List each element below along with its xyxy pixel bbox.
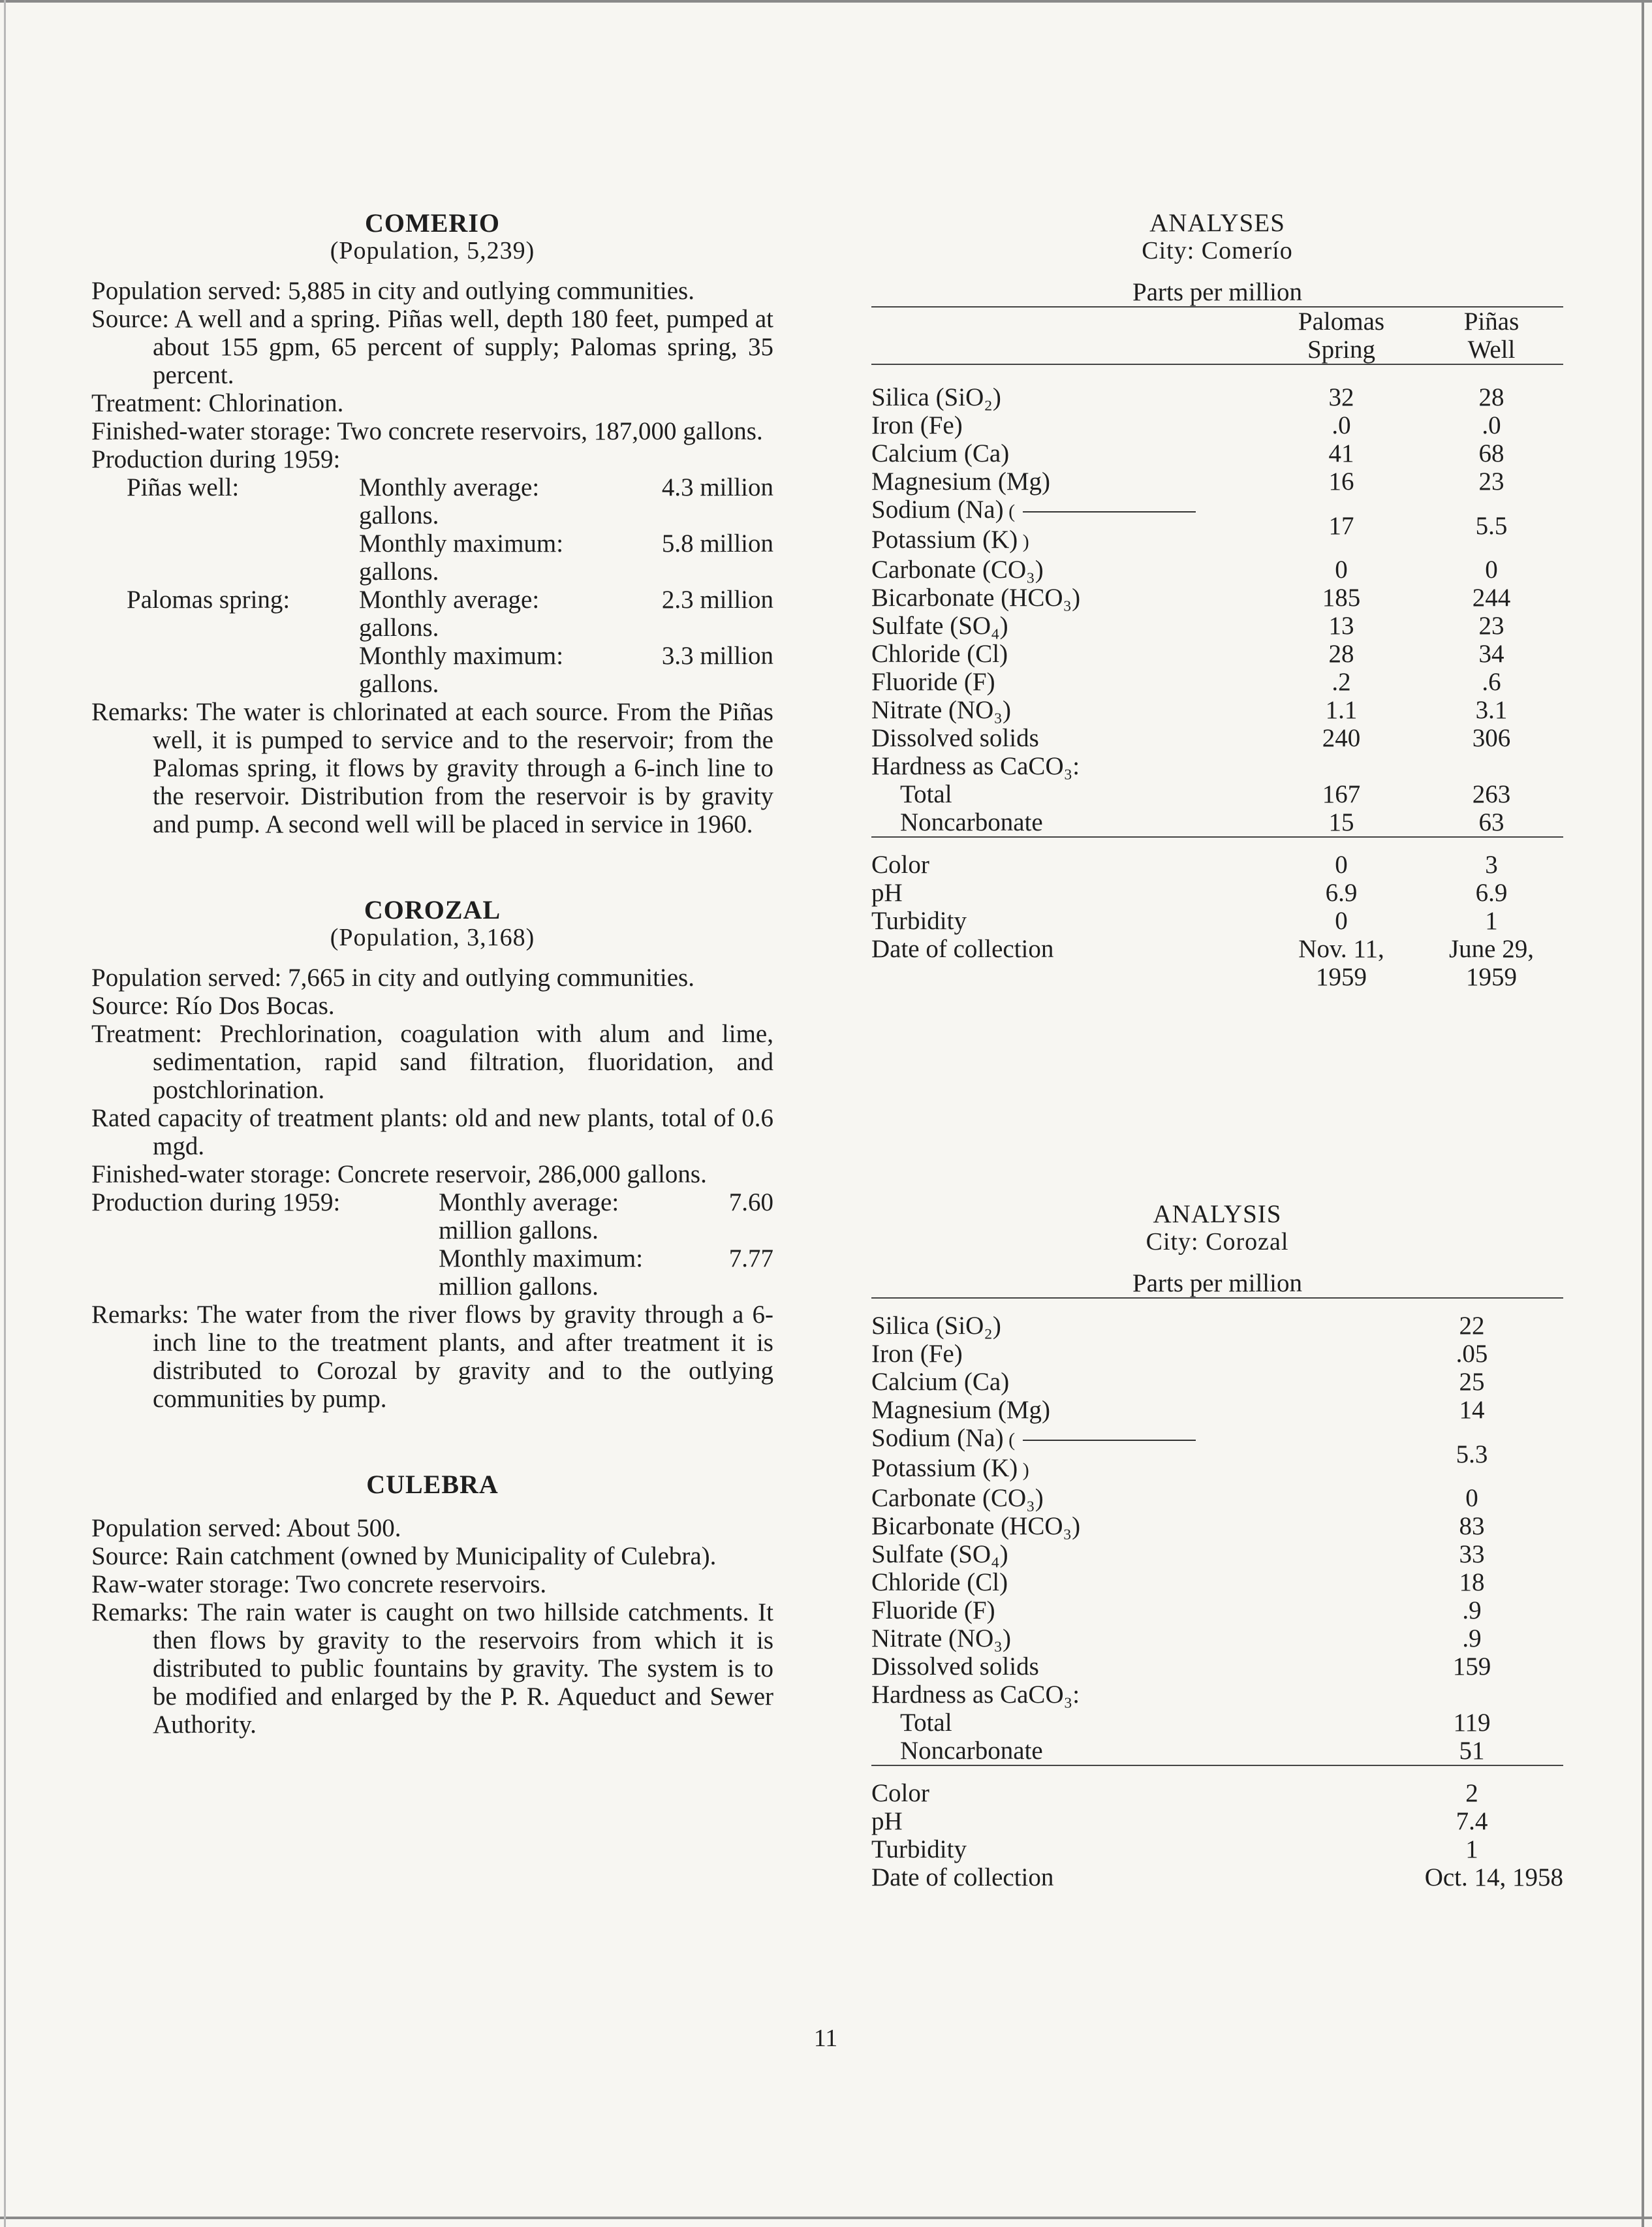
row-value: 16 bbox=[1328, 467, 1354, 496]
corozal-source: Source: Río Dos Bocas. bbox=[91, 992, 335, 1020]
analyses-ppm: Parts per million bbox=[871, 278, 1563, 308]
potassium-label: Potassium (K) bbox=[871, 526, 1018, 554]
comerio-analyses bbox=[871, 209, 1563, 991]
date-b1: June 29, bbox=[1449, 935, 1534, 963]
corozal-title: COROZAL bbox=[364, 895, 501, 924]
pinas-max-value: 5.8 million bbox=[661, 529, 773, 558]
potassium-label: Potassium (K) bbox=[871, 1454, 1018, 1482]
row-value: 3 bbox=[1485, 851, 1498, 879]
comerio-pinas-avg bbox=[91, 473, 773, 501]
corozal-production-avg bbox=[91, 1188, 773, 1216]
table-row bbox=[871, 612, 1563, 640]
table-row bbox=[871, 439, 1563, 467]
row-value: 159 bbox=[1452, 1652, 1491, 1681]
hardness-label: Hardness as CaCO₃: bbox=[871, 752, 1080, 780]
row-label: Bicarbonate (HCO₃) bbox=[871, 1512, 1081, 1540]
table-row bbox=[871, 1596, 1563, 1624]
corozal-population-served: Population served: 7,665 in city and outlying communities. bbox=[91, 964, 694, 992]
row-value: 7.4 bbox=[1456, 1807, 1488, 1835]
table-row bbox=[871, 668, 1563, 696]
culebra-population-served: Population served: About 500. bbox=[91, 1514, 401, 1542]
row-value: 28 bbox=[1478, 383, 1504, 411]
date-label: Date of collection bbox=[871, 935, 1054, 963]
table-row bbox=[871, 1779, 1563, 1807]
total-a: 167 bbox=[1322, 780, 1361, 808]
row-label: Chloride (Cl) bbox=[871, 1568, 1008, 1596]
row-value: 83 bbox=[1459, 1512, 1485, 1540]
row-label: Magnesium (Mg) bbox=[871, 467, 1051, 496]
table-row bbox=[871, 1568, 1563, 1596]
row-value: 185 bbox=[1322, 584, 1361, 612]
corozal-production-max bbox=[91, 1244, 773, 1272]
na-k-value-b: 5.5 bbox=[1475, 511, 1508, 540]
row-value: 33 bbox=[1459, 1540, 1485, 1568]
row-value: .6 bbox=[1482, 668, 1501, 696]
row-value: 6.9 bbox=[1325, 879, 1358, 907]
palomas-max-value: 3.3 million bbox=[661, 642, 773, 670]
row-value: .9 bbox=[1462, 1596, 1482, 1624]
row-label: Fluoride (F) bbox=[871, 668, 995, 696]
scan-edge-left bbox=[4, 0, 6, 2227]
row-label: Sulfate (SO₄) bbox=[871, 1540, 1008, 1568]
culebra-remarks: Remarks: The rain water is caught on two hillside catchments. It then flows by gravity to the reservoirs from which it is distributed to public fountains by gravity. The system is to be modified and enlarged by the P. R. Aqueduct and Sewer Authority. bbox=[91, 1598, 773, 1739]
row-value: 0 bbox=[1335, 851, 1348, 879]
table-row bbox=[871, 640, 1563, 668]
table-row bbox=[871, 1737, 1563, 1765]
corozal-avg-value: 7.60 bbox=[728, 1188, 773, 1216]
date-b2: 1959 bbox=[1466, 963, 1517, 991]
analysis-ppm: Parts per million bbox=[871, 1269, 1563, 1299]
total-b: 263 bbox=[1472, 780, 1511, 808]
bracket-dash bbox=[1023, 511, 1196, 513]
na-k-value-a: 17 bbox=[1328, 511, 1354, 540]
row-value: .2 bbox=[1332, 668, 1351, 696]
table-row: Sodium (Na) ( 5.3 bbox=[871, 1424, 1563, 1454]
table-row bbox=[871, 1368, 1563, 1396]
row-value: 23 bbox=[1478, 467, 1504, 496]
row-label: Color bbox=[871, 1779, 929, 1807]
culebra-storage: Raw-water storage: Two concrete reservoirs. bbox=[91, 1570, 547, 1598]
noncarb-label: Noncarbonate bbox=[871, 808, 1263, 837]
scan-edge-top bbox=[0, 0, 1652, 3]
noncarb-value: 51 bbox=[1380, 1737, 1563, 1765]
row-value: 0 bbox=[1335, 556, 1348, 584]
col-pinas: Piñas bbox=[1463, 308, 1520, 336]
scan-edge-right bbox=[1642, 0, 1644, 2227]
table-row bbox=[871, 724, 1563, 752]
table-row: Potassium (K) ) bbox=[871, 526, 1029, 554]
table-row bbox=[871, 584, 1563, 612]
culebra-title: CULEBRA bbox=[366, 1470, 499, 1499]
palomas-max-label: Monthly maximum: bbox=[359, 642, 564, 670]
row-value: 14 bbox=[1459, 1396, 1485, 1424]
row-label: pH bbox=[871, 879, 903, 907]
table-row bbox=[871, 696, 1563, 724]
analysis-title: ANALYSIS bbox=[1153, 1200, 1282, 1228]
bracket-dash bbox=[1023, 1440, 1196, 1441]
corozal-treatment: Treatment: Prechlorination, coagulation with alum and lime, sedimentation, rapid sand filtration, fluoridation, and postchlorination. bbox=[91, 1020, 773, 1104]
row-value: 0 bbox=[1335, 907, 1348, 935]
table-row bbox=[871, 1312, 1563, 1340]
row-value: 28 bbox=[1328, 640, 1354, 668]
hardness-label: Hardness as CaCO₃: bbox=[871, 1681, 1080, 1709]
pinas-max-label: Monthly maximum: bbox=[359, 529, 564, 558]
gallons-2: gallons. bbox=[359, 558, 439, 586]
row-value: 23 bbox=[1478, 612, 1504, 640]
noncarb-b: 63 bbox=[1420, 808, 1563, 837]
comerio-storage: Finished-water storage: Two concrete reservoirs, 187,000 gallons. bbox=[91, 417, 763, 445]
row-value: 244 bbox=[1472, 584, 1511, 612]
corozal-analysis-table bbox=[871, 1299, 1563, 1891]
date-value: Oct. 14, 1958 bbox=[1424, 1863, 1563, 1891]
noncarb-a: 15 bbox=[1263, 808, 1420, 837]
table-row bbox=[871, 467, 1563, 496]
row-value: .9 bbox=[1462, 1624, 1482, 1652]
table-row bbox=[871, 1624, 1563, 1652]
row-label: Dissolved solids bbox=[871, 724, 1039, 752]
table-row bbox=[871, 1709, 1563, 1737]
table-row bbox=[871, 907, 1563, 935]
table-row bbox=[871, 1340, 1563, 1368]
comerio-pinas-max bbox=[91, 529, 773, 558]
million-gallons-1: million gallons. bbox=[439, 1216, 599, 1244]
corozal-population: (Population, 3,168) bbox=[330, 924, 535, 951]
table-row bbox=[871, 1512, 1563, 1540]
table-row bbox=[871, 808, 1563, 837]
table-row bbox=[871, 1863, 1563, 1891]
gallons-3: gallons. bbox=[359, 614, 439, 642]
table-row bbox=[871, 411, 1563, 439]
table-row bbox=[871, 935, 1563, 963]
row-label: Nitrate (NO₃) bbox=[871, 696, 1011, 724]
row-value: 25 bbox=[1459, 1368, 1485, 1396]
row-label: Turbidity bbox=[871, 1835, 967, 1863]
date-a2: 1959 bbox=[1316, 963, 1367, 991]
row-label: Dissolved solids bbox=[871, 1652, 1039, 1681]
row-label: pH bbox=[871, 1807, 903, 1835]
row-value: 1 bbox=[1485, 907, 1498, 935]
noncarb-label: Noncarbonate bbox=[871, 1737, 1380, 1765]
scan-edge-bottom bbox=[0, 2217, 1652, 2219]
row-label: Bicarbonate (HCO₃) bbox=[871, 584, 1081, 612]
corozal-max-value: 7.77 bbox=[728, 1244, 773, 1272]
row-label: Turbidity bbox=[871, 907, 967, 935]
row-value: 34 bbox=[1478, 640, 1504, 668]
table-row: Potassium (K) ) bbox=[871, 1454, 1029, 1482]
row-label: Silica (SiO₂) bbox=[871, 383, 1001, 411]
row-value: .0 bbox=[1332, 411, 1351, 439]
date-a1: Nov. 11, bbox=[1298, 935, 1384, 963]
row-label: Iron (Fe) bbox=[871, 1340, 963, 1368]
row-value: .0 bbox=[1482, 411, 1501, 439]
row-label: Iron (Fe) bbox=[871, 411, 963, 439]
table-row bbox=[871, 383, 1563, 411]
comerio-title: COMERIO bbox=[365, 208, 500, 238]
table-row bbox=[871, 1652, 1563, 1681]
col-well: Well bbox=[1420, 336, 1563, 364]
corozal-analysis bbox=[871, 1200, 1563, 1891]
row-value: 240 bbox=[1322, 724, 1361, 752]
row-label: Sulfate (SO₄) bbox=[871, 612, 1008, 640]
comerio-population: (Population, 5,239) bbox=[330, 237, 535, 264]
comerio-population-served: Population served: 5,885 in city and outlying communities. bbox=[91, 277, 694, 305]
comerio-production-label: Production during 1959: bbox=[91, 445, 341, 473]
pinas-avg-label: Monthly average: bbox=[359, 473, 540, 501]
palomas-avg-value: 2.3 million bbox=[661, 586, 773, 614]
row-value: 1.1 bbox=[1325, 696, 1358, 724]
date-label: Date of collection bbox=[871, 1863, 1054, 1891]
row-label: Calcium (Ca) bbox=[871, 1368, 1010, 1396]
analysis-city: City: Corozal bbox=[1145, 1228, 1289, 1256]
sodium-label: Sodium (Na) bbox=[871, 496, 1004, 524]
culebra-source: Source: Rain catchment (owned by Municipality of Culebra). bbox=[91, 1542, 717, 1570]
corozal-capacity: Rated capacity of treatment plants: old and new plants, total of 0.6 mgd. bbox=[91, 1104, 773, 1160]
comerio-source: Source: A well and a spring. Piñas well, depth 180 feet, pumped at about 155 gpm, 65 percent of supply; Palomas spring, 35 percent. bbox=[91, 305, 773, 389]
row-label: Carbonate (CO₃) bbox=[871, 1484, 1044, 1512]
row-label: Silica (SiO₂) bbox=[871, 1312, 1001, 1340]
row-value: 41 bbox=[1328, 439, 1354, 467]
row-value: 0 bbox=[1465, 1484, 1478, 1512]
palomas-label: Palomas spring: bbox=[127, 586, 290, 614]
row-label: Chloride (Cl) bbox=[871, 640, 1008, 668]
row-value: 6.9 bbox=[1475, 879, 1508, 907]
left-column bbox=[91, 209, 773, 1739]
row-value: 68 bbox=[1478, 439, 1504, 467]
row-label: Magnesium (Mg) bbox=[871, 1396, 1051, 1424]
sodium-label: Sodium (Na) bbox=[871, 1424, 1004, 1452]
comerio-palomas-max bbox=[91, 642, 773, 670]
row-value: 3.1 bbox=[1475, 696, 1508, 724]
comerio-remarks: Remarks: The water is chlorinated at each source. From the Piñas well, it is pumped to service and to the reservoir; from the Palomas spring, it flows by gravity through a 6-inch line to the reservoir. Distribution from the reservoir is by gravity and pump. A second well will be placed in service in 1960. bbox=[91, 698, 773, 838]
million-gallons-2: million gallons. bbox=[439, 1272, 599, 1301]
row-label: Calcium (Ca) bbox=[871, 439, 1010, 467]
comerio-analysis-table bbox=[871, 308, 1563, 991]
row-value: 22 bbox=[1459, 1312, 1485, 1340]
gallons-1: gallons. bbox=[359, 501, 439, 529]
table-row bbox=[871, 556, 1563, 584]
corozal-remarks: Remarks: The water from the river flows by gravity through a 6-inch line to the treatment plants, and after treatment it is distributed to Corozal by gravity and to the outlying communities by pump. bbox=[91, 1301, 773, 1413]
row-value: 2 bbox=[1465, 1779, 1478, 1807]
row-value: 18 bbox=[1459, 1568, 1485, 1596]
table-row bbox=[871, 1540, 1563, 1568]
row-value: 13 bbox=[1328, 612, 1354, 640]
table-row bbox=[871, 879, 1563, 907]
row-label: Color bbox=[871, 851, 929, 879]
row-value: .05 bbox=[1456, 1340, 1488, 1368]
table-row bbox=[871, 963, 1563, 991]
table-row bbox=[871, 1396, 1563, 1424]
na-k-value: 5.3 bbox=[1456, 1440, 1488, 1468]
table-row: Sodium (Na) ( 17 5.5 bbox=[871, 496, 1563, 526]
row-label: Fluoride (F) bbox=[871, 1596, 995, 1624]
analyses-city: City: Comerío bbox=[1142, 237, 1293, 264]
gallons-4: gallons. bbox=[359, 670, 439, 698]
total-label: Total bbox=[900, 1709, 952, 1737]
comerio-treatment: Treatment: Chlorination. bbox=[91, 389, 344, 417]
table-row bbox=[871, 780, 1563, 808]
analyses-title: ANALYSES bbox=[1149, 209, 1285, 237]
corozal-max-label: Monthly maximum: bbox=[439, 1244, 644, 1272]
total-value: 119 bbox=[1453, 1709, 1491, 1737]
pinas-label: Piñas well: bbox=[127, 473, 240, 501]
total-label: Total bbox=[900, 780, 952, 808]
col-spring: Spring bbox=[1263, 336, 1420, 364]
row-value: 0 bbox=[1485, 556, 1498, 584]
corozal-avg-label: Monthly average: bbox=[439, 1188, 619, 1216]
table-row bbox=[871, 1484, 1563, 1512]
row-label: Carbonate (CO₃) bbox=[871, 556, 1044, 584]
col-palomas: Palomas bbox=[1298, 308, 1385, 336]
table-row bbox=[871, 1835, 1563, 1863]
page-number: 11 bbox=[813, 2025, 838, 2052]
row-value: 1 bbox=[1465, 1835, 1478, 1863]
table-row bbox=[871, 1807, 1563, 1835]
corozal-production-label: Production during 1959: bbox=[91, 1188, 341, 1216]
row-value: 32 bbox=[1328, 383, 1354, 411]
corozal-storage: Finished-water storage: Concrete reservoir, 286,000 gallons. bbox=[91, 1160, 707, 1188]
pinas-avg-value: 4.3 million bbox=[661, 473, 773, 501]
palomas-avg-label: Monthly average: bbox=[359, 586, 540, 614]
comerio-palomas-avg bbox=[91, 586, 773, 614]
row-value: 306 bbox=[1472, 724, 1511, 752]
table-row bbox=[871, 851, 1563, 879]
row-label: Nitrate (NO₃) bbox=[871, 1624, 1011, 1652]
